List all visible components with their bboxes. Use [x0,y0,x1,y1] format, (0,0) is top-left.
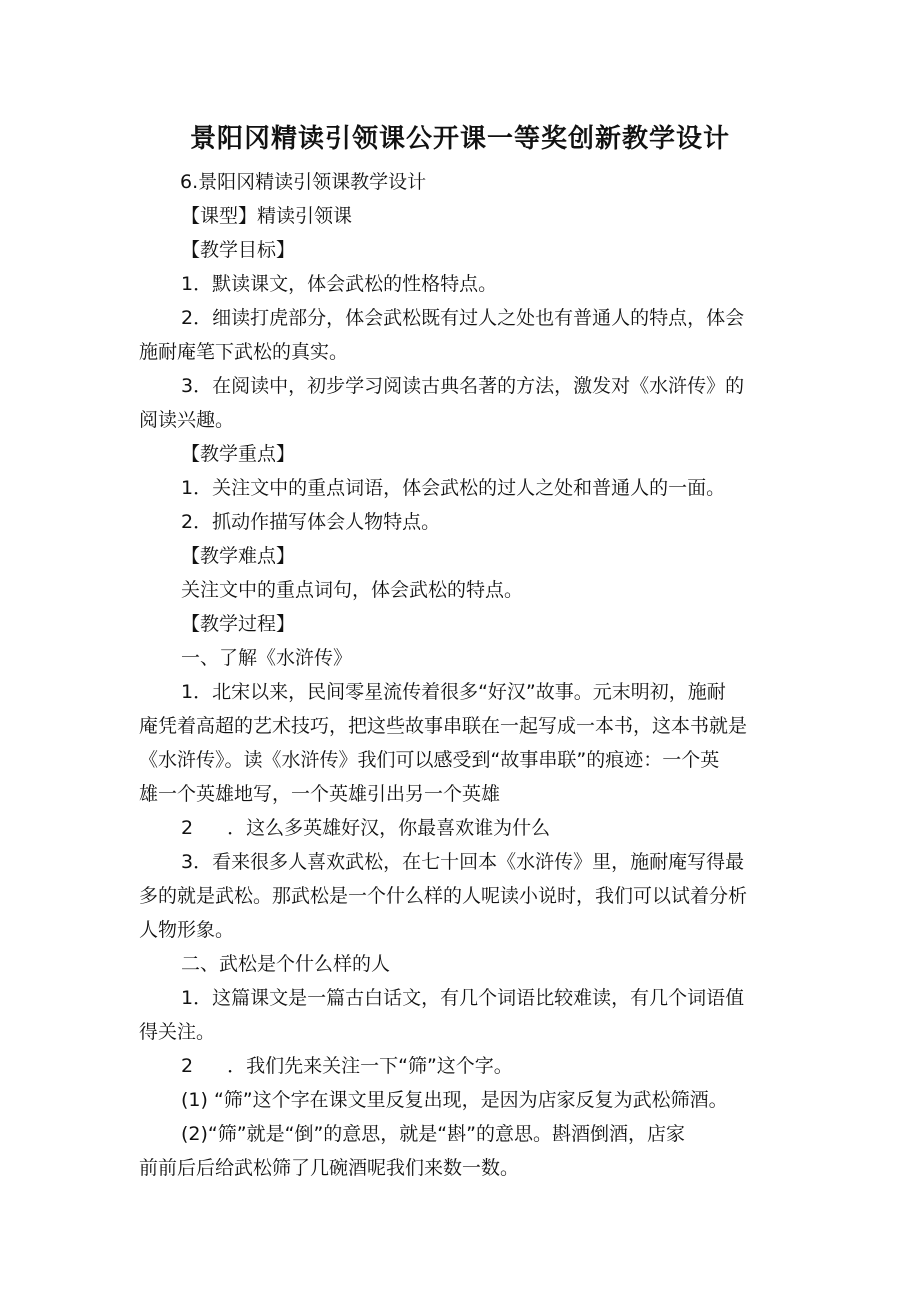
s1-para-3-line-3: 人物形象。 [139,919,235,941]
s2-para-2-text: ．我们先来关注一下“筛”这个字。 [227,1055,513,1077]
s1-para-2-text: ．这么多英雄好汉，你最喜欢谁为什么 [227,817,551,839]
process-heading: 【教学过程】 [181,613,296,635]
difficulty-heading: 【教学难点】 [181,545,296,567]
s2-para-2-number: 2 [181,1055,194,1077]
s1-para-1-line-4: 雄一个英雄地写，一个英雄引出另一个英雄 [139,783,501,805]
document-title: 景阳冈精读引领课公开课一等奖创新教学设计 [189,124,730,154]
course-type: 【课型】精读引领课 [181,205,353,227]
s2-para-2 [181,1049,513,1083]
s1-para-2-number: 2 [181,817,194,839]
s1-para-2 [181,811,550,845]
goal-2-line-2: 施耐庵笔下武松的真实。 [139,341,349,363]
keypoint-1: 1．关注文中的重点词语，体会武松的过人之处和普通人的一面。 [181,477,726,499]
s1-para-1-line-1: 1．北宋以来，民间零星流传着很多“好汉”故事。元末明初，施耐 [181,681,726,703]
goal-1: 1．默读课文，体会武松的性格特点。 [181,273,498,295]
s1-para-1-line-3: 《水浒传》。读《水浒传》我们可以感受到“故事串联”的痕迹：一个英 [139,749,720,771]
difficulty-text: 关注文中的重点词句，体会武松的特点。 [181,579,524,601]
s2-para-1-line-1: 1．这篇课文是一篇古白话文，有几个词语比较难读，有几个词语值 [181,987,745,1009]
s1-para-1-line-2: 庵凭着高超的艺术技巧，把这些故事串联在一起写成一本书，这本书就是 [139,715,748,737]
s2-para-1-line-2: 得关注。 [139,1021,216,1043]
goal-2-line-1: 2．细读打虎部分，体会武松既有过人之处也有普通人的特点，体会 [181,307,745,329]
goal-3-line-2: 阅读兴趣。 [139,409,235,431]
subtitle: 6.景阳冈精读引领课教学设计 [180,171,427,193]
keypoints-heading: 【教学重点】 [181,443,296,465]
section-2-heading: 二、武松是个什么样的人 [181,953,391,975]
s2-para-3: (1) “筛”这个字在课文里反复出现，是因为店家反复为武松筛酒。 [181,1089,728,1111]
s1-para-3-line-1: 3．看来很多人喜欢武松，在七十回本《水浒传》里，施耐庵写得最 [181,851,745,873]
goals-heading: 【教学目标】 [181,239,296,261]
s1-para-3-line-2: 多的就是武松。那武松是一个什么样的人呢读小说时，我们可以试着分析 [139,885,748,907]
s2-para-4-line-1: (2)“筛”就是“倒”的意思，就是“斟”的意思。斟酒倒酒，店家 [181,1123,685,1145]
section-1-heading: 一、了解《水浒传》 [181,647,353,669]
keypoint-2: 2．抓动作描写体会人物特点。 [181,511,441,533]
s2-para-4-line-2: 前前后后给武松筛了几碗酒呢我们来数一数。 [139,1157,520,1179]
goal-3-line-1: 3．在阅读中，初步学习阅读古典名著的方法，激发对《水浒传》的 [181,375,745,397]
